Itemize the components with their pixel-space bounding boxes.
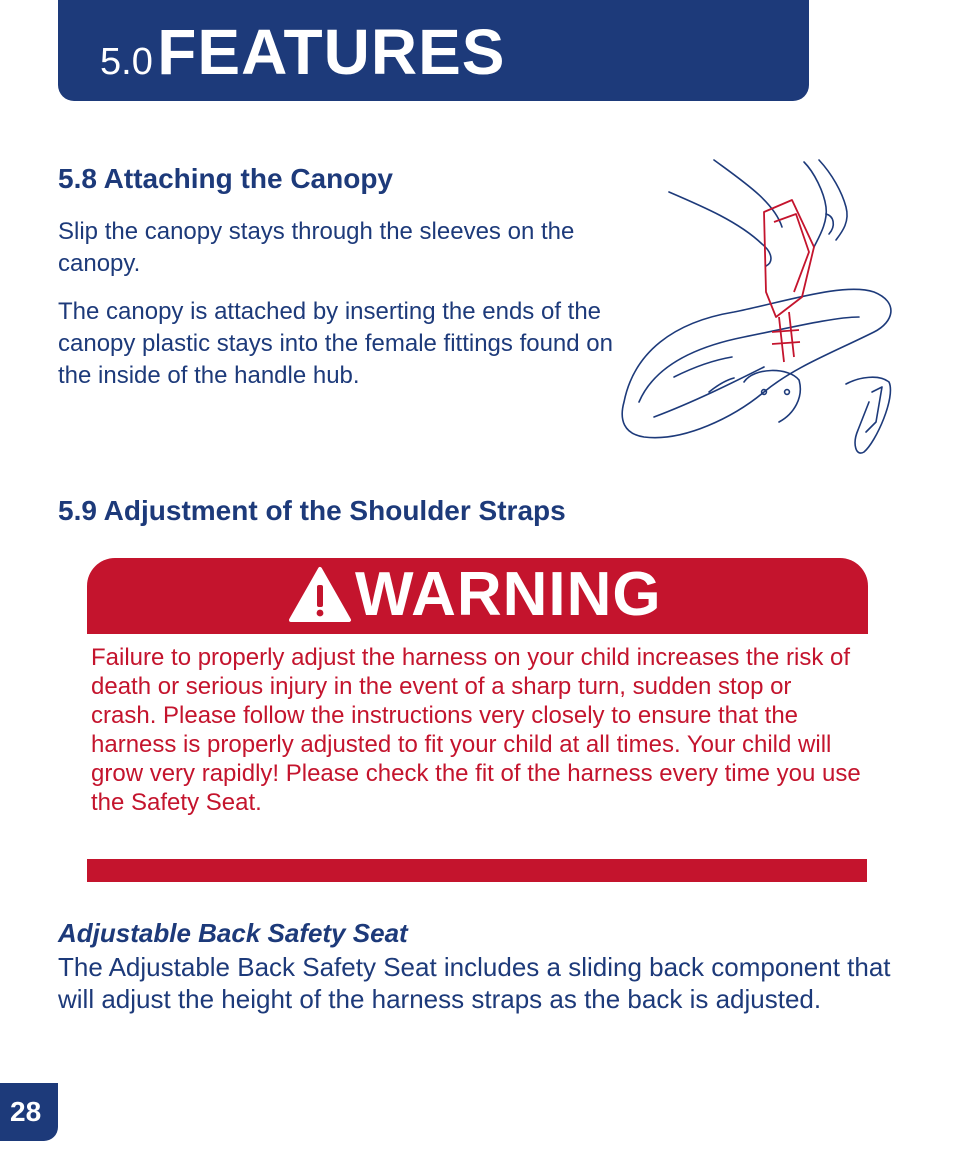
page-number-tab [0,1083,58,1141]
heading-shoulder-straps: 5.9 Adjustment of the Shoulder Straps [58,495,566,526]
warning-triangle-icon [287,565,353,625]
warning-banner [87,558,868,634]
section-header-title [100,16,506,88]
page-number: 28 [10,1096,42,1127]
section-title: FEATURES [157,16,506,88]
warning-title: WARNING [355,560,662,629]
canopy-paragraph-1: Slip the canopy stays through the sleeves on the canopy. [58,218,575,277]
canopy-paragraph-2: The canopy is attached by inserting the ends of the canopy plastic stays into the female fittings found on the inside of the handle hub. [58,298,613,389]
section-header-banner [58,0,809,101]
heading-attaching-canopy: 5.8 Attaching the Canopy [58,163,394,194]
adjustable-back-text: The Adjustable Back Safety Seat includes a sliding back component that will adjust the height of the harness straps as the back is adjusted. [58,952,891,1014]
warning-text: Failure to properly adjust the harness on your child increases the risk of death or serious injury in the event of a sharp turn, sudden stop or crash. Please follow the instructions very closely to ensure that the harness is properly adjusted to fit your child at all times. Your child will grow very rapidly! Please check the fit of the harness every time you use the Safety Seat. [91,644,861,816]
warning-bottom-bar [87,859,867,882]
canopy-attachment-illustration [614,152,904,462]
heading-adjustable-back: Adjustable Back Safety Seat [58,918,408,948]
section-number: 5.0 [100,41,153,83]
